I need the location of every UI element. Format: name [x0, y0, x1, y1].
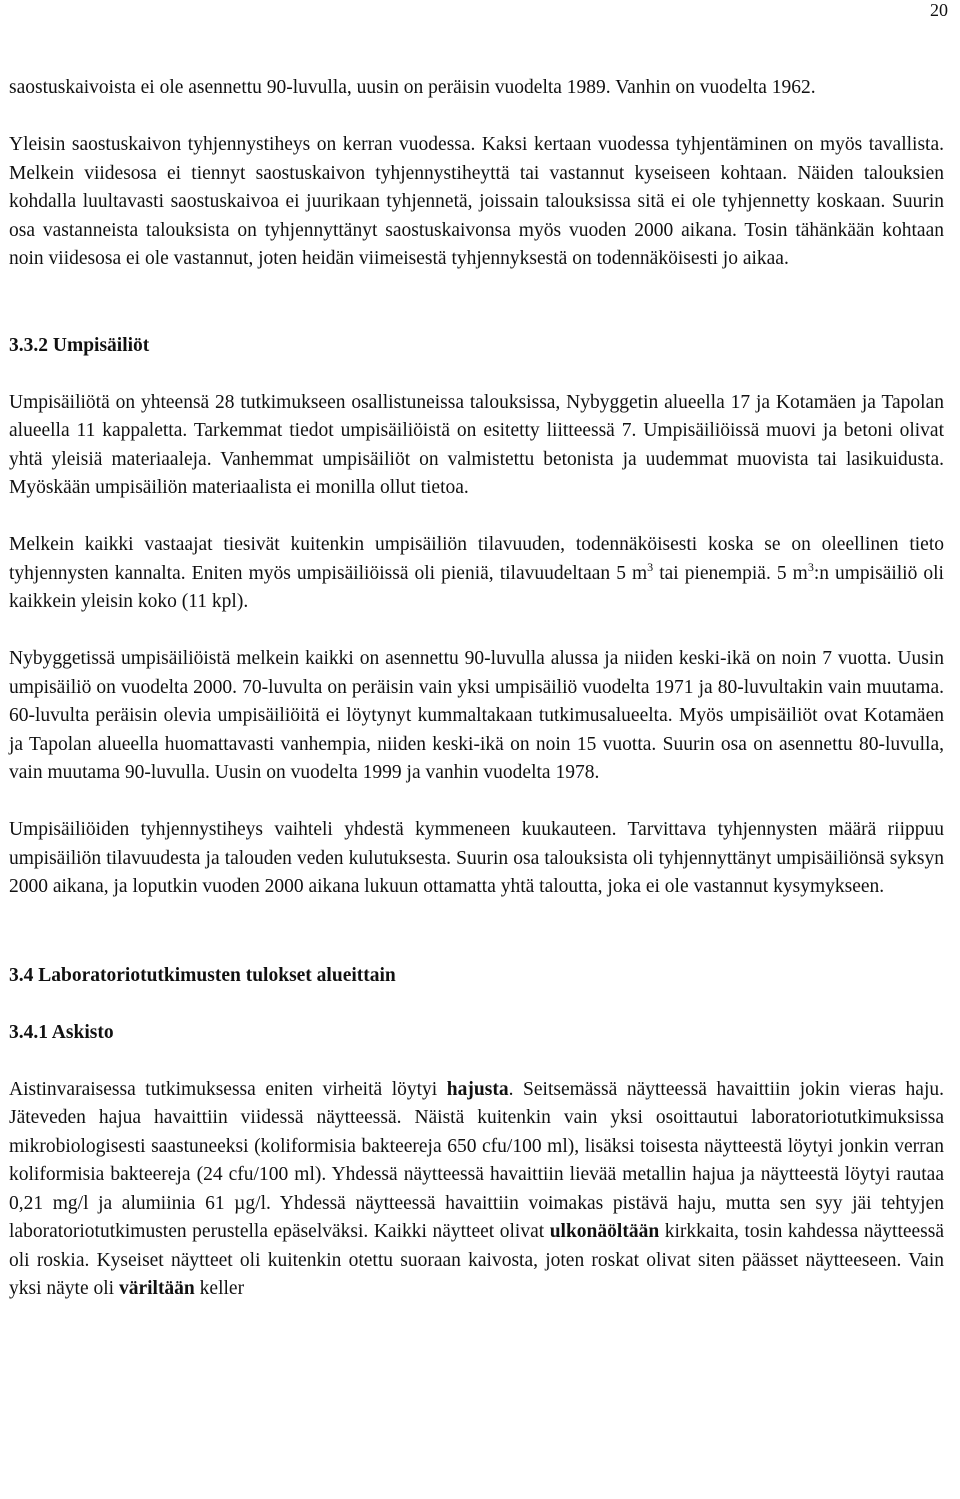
superscript-3: 3 — [807, 559, 814, 574]
bold-term-appearance: ulkonäöltään — [549, 1221, 660, 1242]
paragraph-holding-tank-age: Nybyggetissä umpisäiliöistä melkein kaikki on asennettu 90-luvulla alussa ja niiden keski-ikä on noin 7 vuotta. Uusin umpisäiliö on vuodelta 2000. 70-luvulta on peräisin vain yksi umpisäiliö vuodelta 1971 ja 80-luvultakin vain muutama. 60-luvulta peräisin olevia umpisäiliöitä ei löytynyt kummaltakaan tutkimusalueelta. Myös umpisäiliöt ovat Kotamäen ja Tapolan alueella huomattavasti vanhempia, niiden keski-ikä on noin 15 vuotta. Suurin osa on asennettu 80-luvulla, vain muutama 90-luvulla. Uusin on vuodelta 1999 ja vanhin vuodelta 1978. — [9, 648, 944, 783]
paragraph-holding-tank-volume — [9, 531, 944, 617]
bold-term-odor: hajusta — [446, 1078, 509, 1100]
page-number: 20 — [930, 0, 948, 20]
volume-text-1: Melkein kaikki vastaajat tiesivät kuitenkin umpisäiliön tilavuuden, todennäköisesti koska se on oleellinen tieto tyhjennysten kannalta. Eniten myös umpisäiliöissä oli pieniä, tilavuudeltaan 5 m — [9, 534, 944, 584]
paragraph-askisto-results — [9, 1076, 944, 1304]
results-text-2: . Seitsemässä näytteessä havaittiin jokin vieras haju. Jäteveden hajua havaittiin viidessä näytteessä. Näistä kuitenkin vain yksi osoittautui laboratoriotutkimuksissa mikrobiologisesti saastuneeksi (koliformisia bakteereja 650 cfu/100 ml), lisäksi toisesta näytteestä löytyi jonkin verran koliformisia bakteereja (24 cfu/100 ml). Yhdessä näytteessä havaittiin lievää metallin hajua ja näytteestä löytyi rautaa 0,21 mg/l ja alumiinia 61 µg/l. Yhdessä näytteessä havaittiin voimakas pistävä haju, mutta sen syy jäi tehtyjen laboratoriotutkimusten perustella epäselväksi. Kaikki näytteet olivat — [9, 1078, 944, 1242]
volume-text-3: :n umpisäiliö oli kaikkein yleisin koko (11 kpl). — [9, 562, 944, 612]
volume-text-2: tai pienempiä. 5 m — [653, 562, 808, 584]
superscript-3: 3 — [647, 559, 654, 574]
bold-term-color: väriltään — [118, 1278, 195, 1299]
section-heading-3-4-1: 3.4.1 Askisto — [9, 1021, 114, 1043]
results-text-1: Aistinvaraisessa tutkimuksessa eniten virheitä löytyi — [9, 1078, 447, 1100]
paragraph-septic-tank-emptying: Yleisin saostuskaivon tyhjennystiheys on kerran vuodessa. Kaksi kertaan vuodessa tyhjentäminen on myös tavallista. Melkein viidesosa ei tiennyt saostuskaivon tyhjennystiheyttä tai vastannut kyseiseen kohtaan. Näiden talouksien kohdalla luultavasti saostuskaivoa ei juurikaan tyhjennetä, joissain talouksissa sitä ei ole tyhjennetty koskaan. Suurin osa vastanneista talouksista on tyhjennyttänyt saostuskaivonsa myös vuoden 2000 aikana. Tosin tähänkään kohtaan noin viidesosa ei ole vastannut, joten heidän viimeisestä tyhjennyksestä on todennäköisesti jo aikaa. — [9, 134, 944, 269]
section-heading-3-3-2: 3.3.2 Umpisäiliöt — [9, 334, 150, 356]
results-text-4: keller — [194, 1278, 245, 1299]
results-text-3: kirkkaita, tosin kahdessa näytteessä oli roskia. Kyseiset näytteet oli kuitenkin otettu suoraan kaivosta, joten roskat olivat siten päässet näytteeseen. Vain yksi näyte oli — [9, 1221, 945, 1299]
document-body — [9, 74, 944, 1304]
paragraph-holding-tank-emptying: Umpisäiliöiden tyhjennystiheys vaihteli yhdestä kymmeneen kuukauteen. Tarvittava tyhjennysten määrä riippuu umpisäiliön tilavuudesta ja talouden veden kulutuksesta. Suurin osa talouksista oli tyhjennyttänyt umpisäiliönsä syksyn 2000 aikana, ja loputkin vuoden 2000 aikana lukuun ottamatta yhtä taloutta, joka ei ole vastannut kysymykseen. — [9, 819, 944, 897]
section-heading-3-4: 3.4 Laboratoriotutkimusten tulokset alueittain — [9, 964, 396, 986]
paragraph-septic-tank-age: saostuskaivoista ei ole asennettu 90-luvulla, uusin on peräisin vuodelta 1989. Vanhin on vuodelta 1962. — [9, 77, 816, 98]
paragraph-holding-tanks-count: Umpisäiliötä on yhteensä 28 tutkimukseen osallistuneissa talouksissa, Nybyggetin alueella 17 ja Kotamäen ja Tapolan alueella 11 kappaletta. Tarkemmat tiedot umpisäiliöistä on esitetty liitteessä 7. Umpisäiliöissä muovi ja betoni olivat yhtä yleisiä materiaaleja. Vanhemmat umpisäiliöt on valmistettu betonista ja uudemmat muovista tai lasikuidusta. Myöskään umpisäiliön materiaalista ei monilla ollut tietoa. — [9, 391, 944, 498]
